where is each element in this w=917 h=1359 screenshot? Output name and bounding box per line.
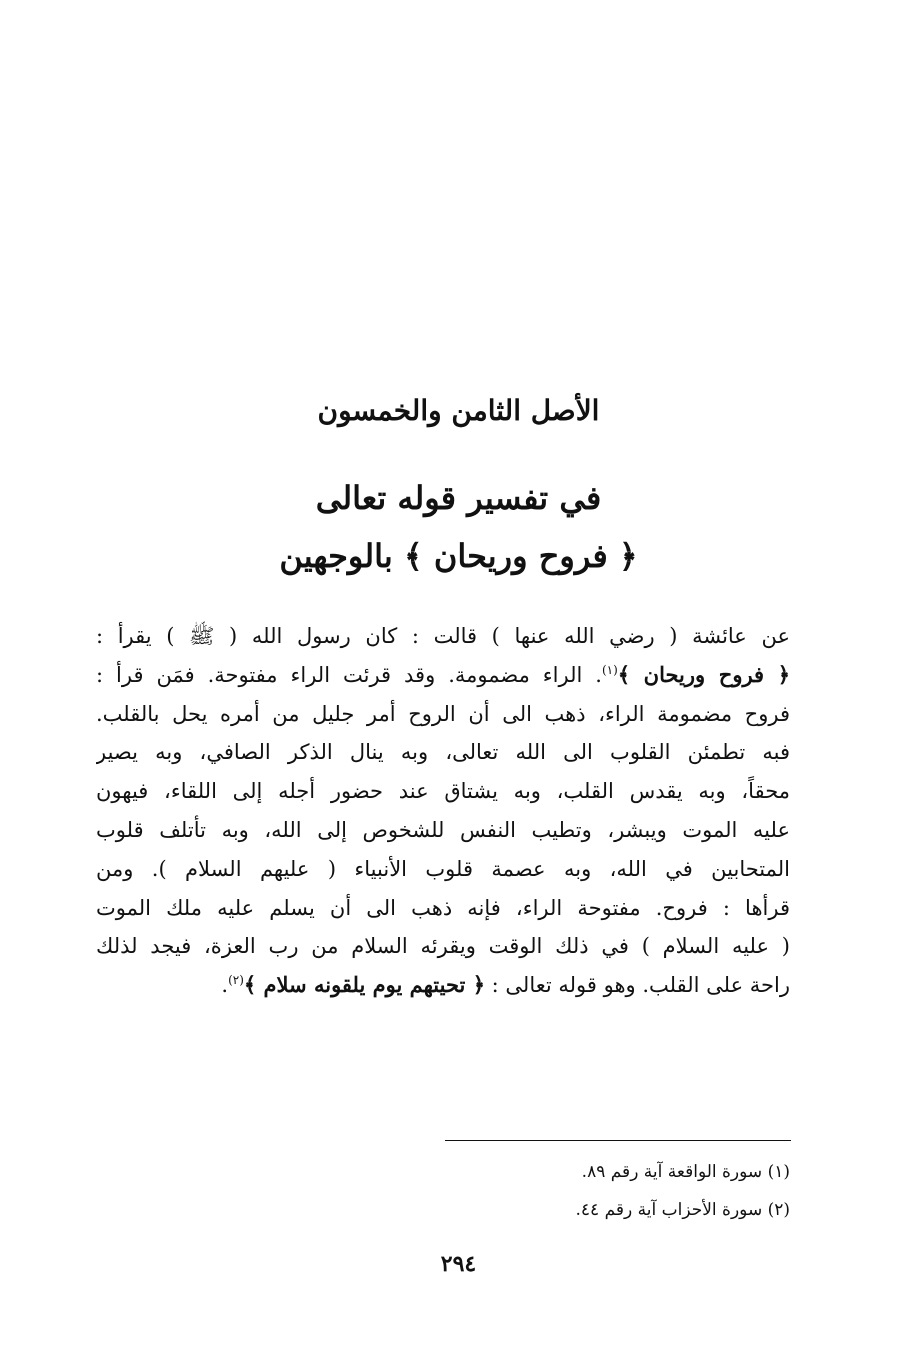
body-line-1: عن عائشة ( رضي الله عنها ) قالت : كان رسول الله ( ﷺ ) يقرأ : <box>96 624 790 648</box>
body-line-2-text: . الراء مضمومة. وقد قرئت الراء مفتوحة. فمَن قرأ : <box>96 662 602 687</box>
footnote-ref-1: (١) <box>601 662 618 677</box>
body-line-10-text: راحة على القلب. وهو قوله تعالى : <box>485 973 790 998</box>
quran-quote: ﴿ تحيتهم يوم يلقونه سلام ﴾ <box>243 972 485 998</box>
chapter-subtitle-line-1: في تفسير قوله تعالى <box>315 479 602 517</box>
chapter-title: الأصل الثامن والخمسون <box>317 394 600 427</box>
body-line-10-end: . <box>221 973 229 998</box>
footnote-1: (١) سورة الواقعة آية رقم ٨٩. <box>581 1162 790 1182</box>
footnote-ref-2: (٢) <box>228 973 244 988</box>
body-paragraph <box>96 617 790 1005</box>
body-line-10 <box>96 966 790 1005</box>
body-line-8: قرأها : فروح. مفتوحة الراء، فإنه ذهب الى أن يسلم عليه ملك الموت <box>96 895 790 920</box>
body-line-3: فروح مضمومة الراء، ذهب الى أن الروح أمر جليل من أمره يحل بالقلب. <box>96 701 790 726</box>
page-number: ٢٩٤ <box>440 1251 477 1277</box>
body-line-4: فبه تطمئن القلوب الى الله تعالى، وبه ينال الذكر الصافي، وبه يصير <box>96 740 790 765</box>
footnote-divider <box>445 1140 791 1141</box>
body-line-6: عليه الموت ويبشر، وتطيب النفس للشخوص إلى الله، وبه تأتلف قلوب <box>96 817 790 842</box>
chapter-subtitle-line-2: ﴿ فروح وريحان ﴾ بالوجهين <box>279 537 638 575</box>
body-line-2 <box>96 656 790 695</box>
body-line-9: ( عليه السلام ) في ذلك الوقت ويقرئه السلام من رب العزة، فيجد لذلك <box>96 934 790 959</box>
quran-quote: ﴿ فروح وريحان ﴾ <box>617 661 790 687</box>
body-line-5: محقاً، وبه يقدس القلب، وبه يشتاق عند حضور أجله إلى اللقاء، فيهون <box>96 779 790 804</box>
body-line-7: المتحابين في الله، وبه عصمة قلوب الأنبياء ( عليهم السلام ). ومن <box>96 856 790 881</box>
footnote-2: (٢) سورة الأحزاب آية رقم ٤٤. <box>575 1200 790 1220</box>
